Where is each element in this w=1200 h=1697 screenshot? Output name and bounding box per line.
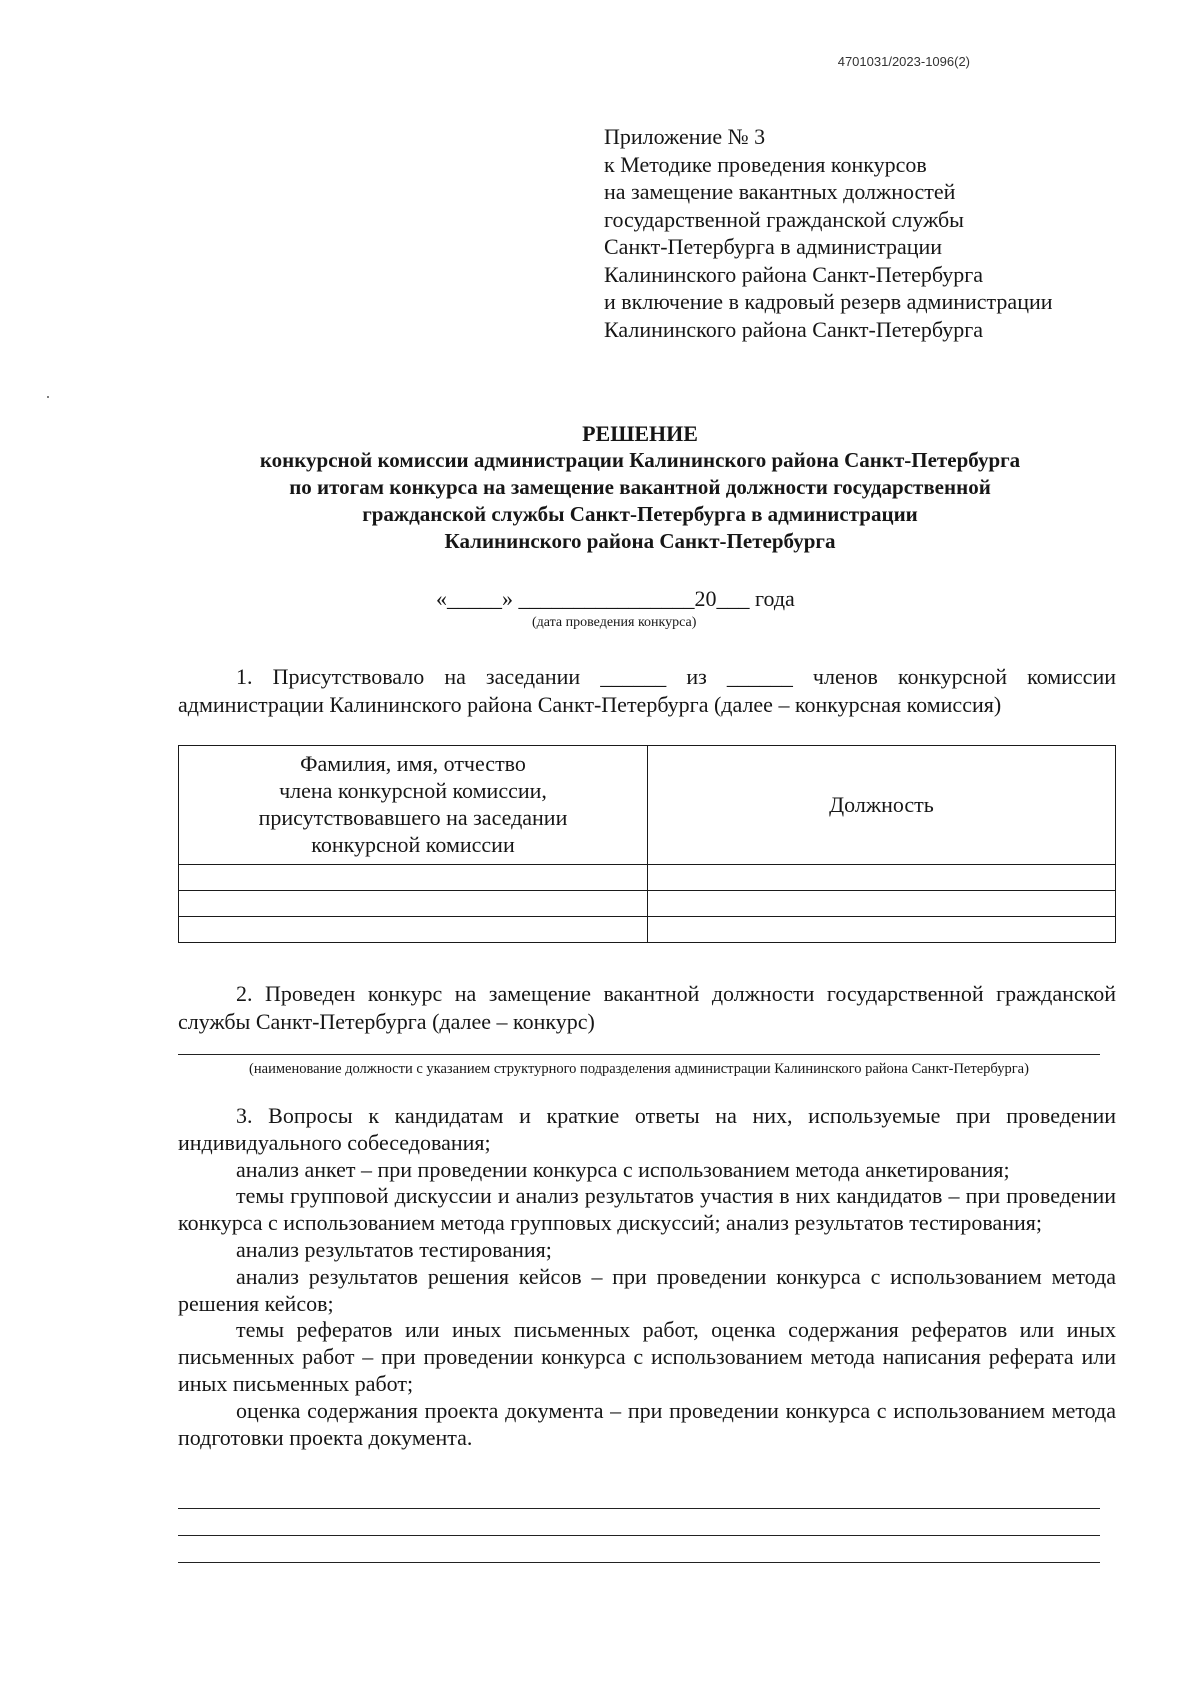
document-number: 4701031/2023-1096(2) <box>837 54 970 69</box>
appendix-line: на замещение вакантных должностей <box>604 179 956 204</box>
header-line: присутствовавшего на заседании <box>258 805 568 830</box>
appendix-line: Калининского района Санкт-Петербурга <box>604 261 984 287</box>
section-3-paragraph: анализ результатов решения кейсов – при проведении конкурса с использованием метода решения кейсов; <box>178 1263 1116 1316</box>
title-line: Калининского района Санкт-Петербурга <box>444 529 836 553</box>
header-member-name <box>179 746 648 865</box>
title-line: по итогам конкурса на замещение вакантной должности государственной <box>289 475 991 499</box>
table-cell[interactable] <box>648 917 1116 943</box>
section-3-paragraph: темы групповой дискуссии и анализ результатов участия в них кандидатов – при проведении конкурса с использованием метода групповых дискуссий; анализ результатов тестирования; <box>178 1183 1116 1236</box>
date-hint: (дата проведения конкурса) <box>532 615 697 630</box>
header-position: Должность <box>648 746 1116 865</box>
title-line: гражданской службы Санкт-Петербурга в администрации <box>362 502 918 526</box>
section-2-text: 2. Проведен конкурс на замещение вакантной должности государственной гражданской службы Санкт-Петербурга (далее – конкурс) <box>178 981 1116 1034</box>
appendix-header <box>604 123 1053 343</box>
appendix-line: Калининского района Санкт-Петербурга <box>604 316 984 342</box>
title-line: конкурсной комиссии администрации Калининского района Санкт-Петербурга <box>259 448 1021 472</box>
header-line: члена конкурсной комиссии, <box>279 778 547 803</box>
table-cell[interactable] <box>648 891 1116 917</box>
title-main: РЕШЕНИЕ <box>582 421 698 446</box>
blank-line <box>178 1562 1100 1563</box>
table-header-row <box>179 746 1116 865</box>
section-3-paragraph: анализ анкет – при проведении конкурса с использованием метода анкетирования; <box>236 1156 1010 1182</box>
table-cell[interactable] <box>179 865 648 891</box>
table-cell[interactable] <box>648 865 1116 891</box>
appendix-line: Санкт-Петербурга в администрации <box>604 234 943 259</box>
date-line: «_____» ________________20___ года <box>436 586 795 611</box>
appendix-line: и включение в кадровый резерв администрации <box>604 289 1053 314</box>
table-cell[interactable] <box>179 891 648 917</box>
section-3-paragraph: анализ результатов тестирования; <box>236 1236 552 1262</box>
scan-speck <box>47 396 49 398</box>
section-3-paragraph: оценка содержания проекта документа – при проведении конкурса с использованием метода подготовки проекта документа. <box>178 1397 1116 1450</box>
appendix-line: к Методике проведения конкурсов <box>604 151 927 177</box>
section-1-text: 1. Присутствовало на заседании ______ из ______ членов конкурсной комиссии администрации Калининского района Санкт-Петербурга (далее – конкурсная комиссия) <box>178 664 1116 717</box>
header-line: конкурсной комиссии <box>311 832 515 857</box>
members-table <box>178 745 1116 943</box>
table-row <box>179 891 1116 917</box>
appendix-line: Приложение № 3 <box>604 124 766 149</box>
section-3-paragraph: 3. Вопросы к кандидатам и краткие ответы на них, используемые при проведении индивидуального собеседования; <box>178 1103 1116 1155</box>
position-name-hint: (наименование должности с указанием структурного подразделения администрации Калининского района Санкт-Петербурга) <box>249 1061 1029 1077</box>
blank-line <box>178 1508 1100 1509</box>
appendix-line: государственной гражданской службы <box>604 206 964 232</box>
table-cell[interactable] <box>179 917 648 943</box>
section-3 <box>178 1103 1116 1451</box>
blank-line <box>178 1535 1100 1536</box>
section-3-paragraph: темы рефератов или иных письменных работ, оценка содержания рефератов или иных письменных работ – при проведении конкурса с использованием метода написания реферата или иных письменных работ; <box>178 1317 1116 1396</box>
header-line: Фамилия, имя, отчество <box>300 751 526 776</box>
table-row <box>179 917 1116 943</box>
position-name-blank-line <box>178 1054 1100 1055</box>
document-title <box>160 420 1120 555</box>
table-row <box>179 865 1116 891</box>
